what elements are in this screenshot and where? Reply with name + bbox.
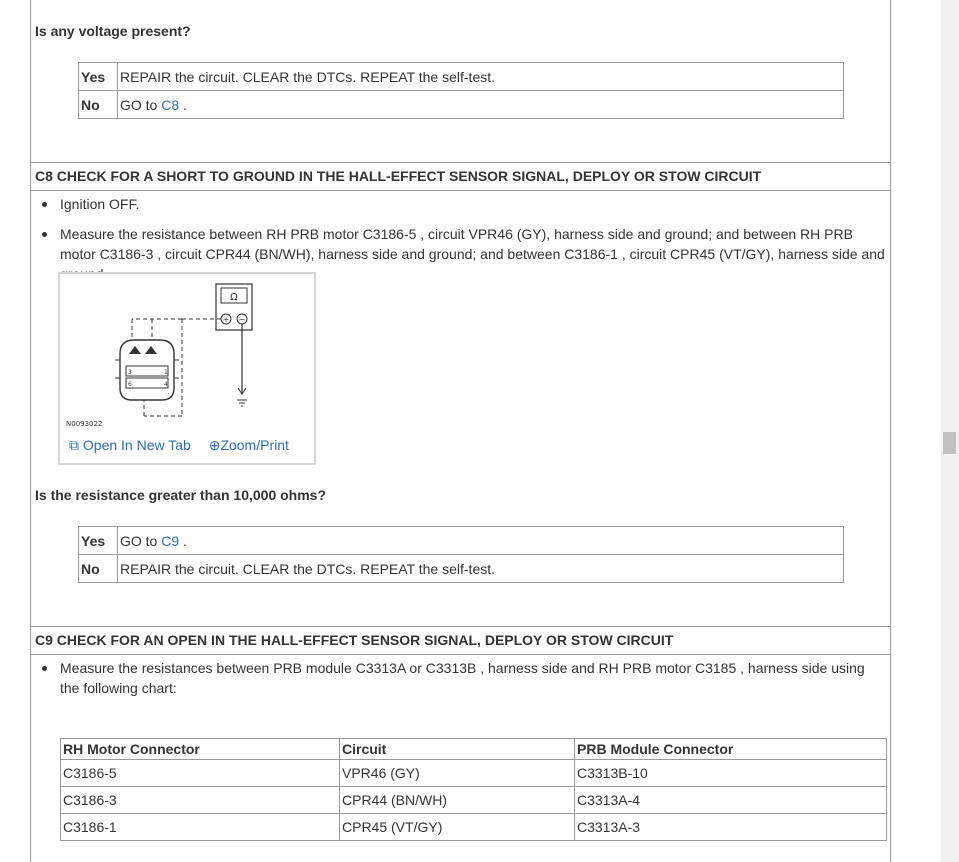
column-header: RH Motor Connector — [61, 739, 340, 760]
table-row — [79, 527, 844, 555]
answer-no: No — [79, 555, 118, 583]
pin-label: 1 — [164, 369, 168, 376]
list-item: Ignition OFF. — [31, 194, 886, 214]
c8-bullet-list — [31, 194, 886, 284]
table-cell: CPR45 (VT/GY) — [340, 814, 575, 841]
action-suffix: . — [179, 532, 187, 549]
new-tab-icon: ⧉ — [69, 437, 79, 453]
svg-text:−: − — [238, 315, 246, 324]
table-cell: C3313A-3 — [575, 814, 887, 841]
link-c9[interactable]: C9 — [161, 532, 180, 549]
step-c9-title: C9 CHECK FOR AN OPEN IN THE HALL-EFFECT SENSOR SIGNAL, DEPLOY OR STOW CIRCUIT — [35, 632, 674, 648]
action-cell — [118, 63, 844, 91]
list-item: Measure the resistance between RH PRB motor C3186-5 , circuit VPR46 (GY), harness side and ground; and between RH PRB motor C3186-3 , circuit CPR44 (BN/WH), harness side and ground; and between C3186-1 , circuit CPR45 (VT/GY), harness side and — [31, 224, 886, 284]
table-cell: C3186-1 — [61, 814, 340, 841]
step-c8-title: C8 CHECK FOR A SHORT TO GROUND IN THE HALL-EFFECT SENSOR SIGNAL, DEPLOY OR STOW CIRCUIT — [35, 168, 762, 184]
table-cell: CPR44 (BN/WH) — [340, 787, 575, 814]
resistance-chart — [60, 738, 887, 841]
pin-label: 3 — [128, 369, 132, 376]
action-text: GO to — [120, 96, 162, 113]
figure-links — [69, 437, 289, 454]
action-cell — [118, 527, 844, 555]
procedure-page — [30, 0, 891, 862]
table-cell: VPR46 (GY) — [340, 760, 575, 787]
open-in-new-tab-link[interactable] — [69, 437, 191, 453]
table-row — [79, 555, 844, 583]
table-row — [79, 91, 844, 119]
table-row — [79, 63, 844, 91]
list-item: Measure the resistances between PRB module C3313A or C3313B , harness side and RH PRB motor C3185 , harness side using the following chart: — [31, 658, 886, 698]
wiring-diagram — [60, 274, 314, 434]
action-text: GO to — [120, 532, 162, 549]
c9-bullet-list — [31, 658, 886, 698]
action-cell — [118, 555, 844, 583]
action-text: REPAIR the circuit. CLEAR the DTCs. REPEAT the self-test. — [120, 560, 496, 577]
pin-label: 6 — [128, 381, 132, 388]
open-in-new-tab-label: Open In New Tab — [82, 437, 191, 453]
step-c9-heading — [31, 626, 890, 655]
table-cell: C3186-3 — [61, 787, 340, 814]
figure-id: N0093022 — [66, 420, 103, 428]
question-voltage: Is any voltage present? — [35, 23, 191, 39]
table-header-row — [61, 739, 887, 760]
table-cell: C3313A-4 — [575, 787, 887, 814]
action-suffix: . — [179, 96, 187, 113]
zoom-print-link[interactable] — [209, 437, 289, 453]
answer-yes: Yes — [79, 527, 118, 555]
table-row — [61, 760, 887, 787]
table-cell: C3313B-10 — [575, 760, 887, 787]
yes-no-table-1 — [78, 62, 844, 119]
ohm-symbol: Ω — [230, 292, 238, 303]
column-header: Circuit — [340, 739, 575, 760]
answer-no: No — [79, 91, 118, 119]
action-text: REPAIR the circuit. CLEAR the DTCs. REPEAT the self-test. — [120, 68, 496, 85]
column-header: PRB Module Connector — [575, 739, 887, 760]
svg-text:+: + — [222, 315, 230, 324]
table-row — [61, 814, 887, 841]
question-resistance: Is the resistance greater than 10,000 ohms? — [35, 487, 327, 503]
zoom-icon: ⊕ — [208, 437, 221, 453]
table-row — [61, 787, 887, 814]
scrollbar-thumb[interactable] — [943, 432, 956, 454]
table-cell: C3186-5 — [61, 760, 340, 787]
answer-yes: Yes — [79, 63, 118, 91]
figure-resistance-check — [58, 272, 316, 465]
pin-label: 4 — [164, 381, 168, 388]
vertical-scrollbar[interactable] — [941, 0, 959, 862]
action-cell — [118, 91, 844, 119]
step-c8-heading — [31, 162, 890, 191]
link-c8[interactable]: C8 — [161, 96, 180, 113]
yes-no-table-2 — [78, 526, 844, 583]
zoom-print-label: Zoom/Print — [220, 437, 289, 453]
